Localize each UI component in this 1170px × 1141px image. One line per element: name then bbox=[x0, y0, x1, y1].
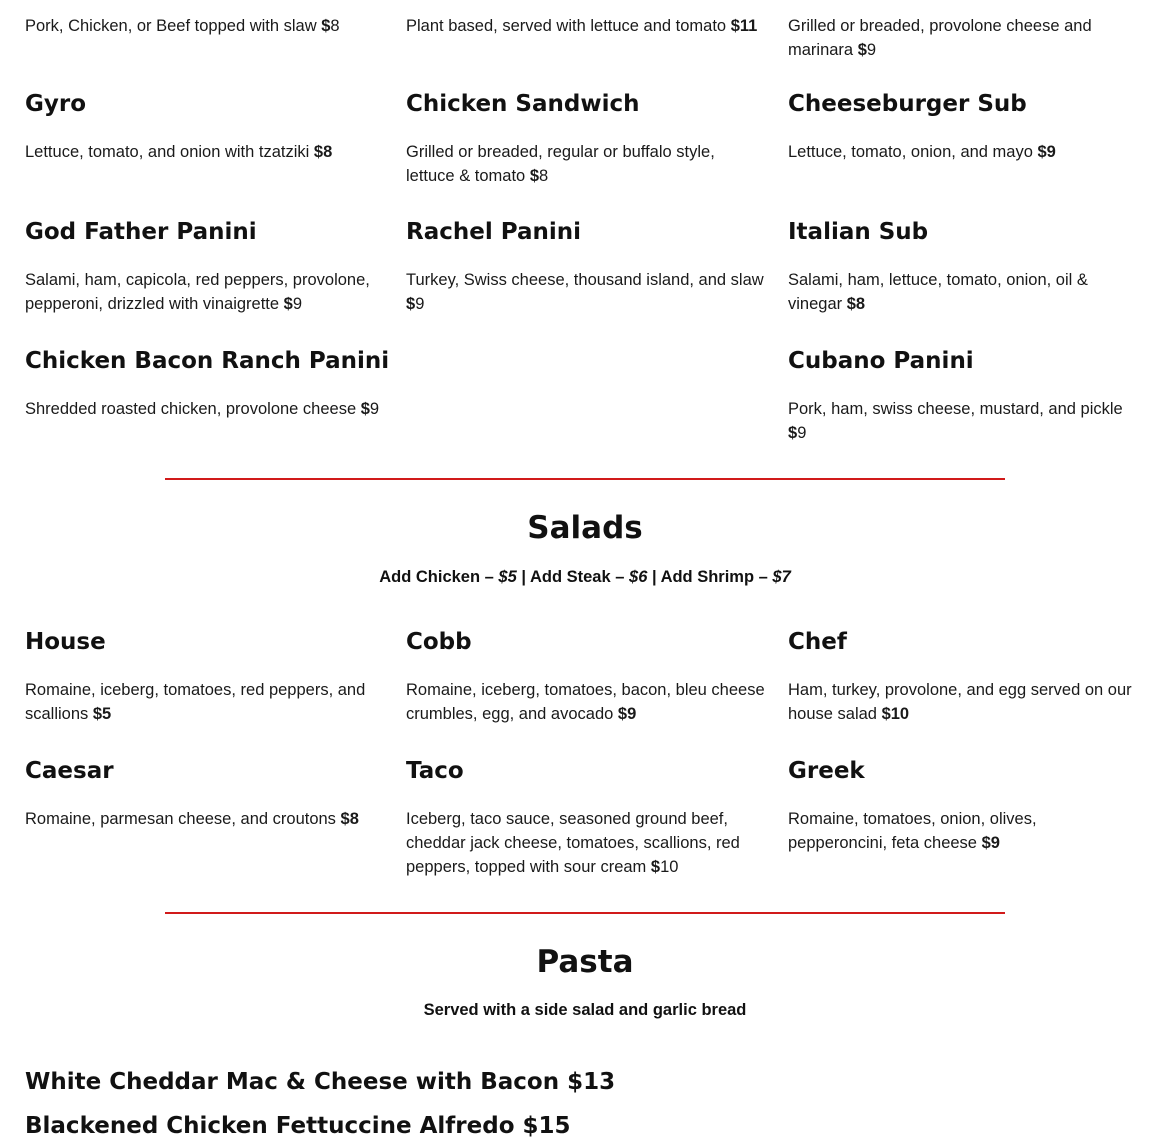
menu-item-name: Caesar bbox=[25, 758, 114, 784]
menu-item-description: Ham, turkey, provolone, and egg served on our house salad $10 bbox=[788, 681, 1132, 723]
menu-item-god-father-panini bbox=[25, 217, 385, 316]
pasta-item: White Cheddar Mac & Cheese with Bacon $13 bbox=[25, 1069, 616, 1095]
menu-item-description: Turkey, Swiss cheese, thousand island, and slaw $9 bbox=[406, 271, 764, 313]
menu-item-description: Shredded roasted chicken, provolone cheese $9 bbox=[25, 400, 380, 418]
pasta-subtitle: Served with a side salad and garlic bread bbox=[423, 1001, 747, 1019]
section-title-pasta: Pasta bbox=[536, 944, 634, 980]
menu-item-cobb-salad bbox=[406, 627, 766, 726]
menu-item-name: Cubano Panini bbox=[788, 348, 974, 374]
menu-item-name: House bbox=[25, 629, 106, 655]
menu-item-name: Chicken Sandwich bbox=[406, 91, 640, 117]
menu-item-description: Romaine, iceberg, tomatoes, red peppers, and scallions $5 bbox=[25, 681, 366, 723]
menu-item-caesar-salad bbox=[25, 756, 385, 831]
menu-item-cheeseburger-sub bbox=[788, 89, 1143, 164]
menu-item-description: Lettuce, tomato, onion, and mayo $9 bbox=[788, 143, 1056, 161]
pasta-item: Blackened Chicken Fettuccine Alfredo $15 bbox=[25, 1113, 571, 1139]
menu-item-description: Salami, ham, capicola, red peppers, provolone, pepperoni, drizzled with vinaigrette $9 bbox=[25, 271, 370, 313]
menu-item-italian-sub bbox=[788, 217, 1143, 316]
menu-item-name: God Father Panini bbox=[25, 219, 257, 245]
menu-item-greek-salad bbox=[788, 756, 1118, 855]
menu-item-name: Chicken Bacon Ranch Panini bbox=[25, 348, 390, 374]
menu-item-description: Lettuce, tomato, and onion with tzatziki $8 bbox=[25, 143, 333, 161]
menu-item-description: Grilled or breaded, regular or buffalo style, lettuce & tomato $8 bbox=[406, 143, 715, 185]
menu-item-description: Plant based, served with lettuce and tomato $11 bbox=[406, 17, 758, 35]
menu-item-name: Greek bbox=[788, 758, 865, 784]
menu-item-description: Salami, ham, lettuce, tomato, onion, oil & vinegar $8 bbox=[788, 271, 1088, 313]
menu-item-name: Cheeseburger Sub bbox=[788, 91, 1027, 117]
salad-addons: Add Chicken – $5 | Add Steak – $6 | Add Shrimp – $7 bbox=[379, 568, 791, 586]
menu-item-cubano-panini bbox=[788, 346, 1143, 445]
section-divider bbox=[165, 478, 1005, 480]
menu-item-description: Romaine, tomatoes, onion, olives, pepperoncini, feta cheese $9 bbox=[788, 810, 1037, 852]
menu-item-description: Grilled or breaded, provolone cheese and marinara $9 bbox=[788, 17, 1092, 59]
menu-item-name: Gyro bbox=[25, 91, 87, 117]
menu-item-name: Rachel Panini bbox=[406, 219, 582, 245]
menu-item-chef-salad bbox=[788, 627, 1148, 726]
menu-item-name: Taco bbox=[406, 758, 464, 784]
menu-item-chicken-sandwich bbox=[406, 89, 766, 188]
section-title-salads: Salads bbox=[527, 510, 643, 546]
menu-item-description: Iceberg, taco sauce, seasoned ground beef, cheddar jack cheese, tomatoes, scallions, red peppers, topped with sour cream $10 bbox=[406, 810, 740, 876]
menu-item-taco-salad bbox=[406, 756, 756, 879]
menu-item-name: Italian Sub bbox=[788, 219, 929, 245]
menu-item-name: Chef bbox=[788, 629, 847, 655]
menu-item-description: Pork, Chicken, or Beef topped with slaw $8 bbox=[25, 17, 340, 35]
menu-item-description: Romaine, iceberg, tomatoes, bacon, bleu cheese crumbles, egg, and avocado $9 bbox=[406, 681, 765, 723]
menu-item-name: Cobb bbox=[406, 629, 472, 655]
menu-item-gyro bbox=[25, 89, 385, 164]
section-divider bbox=[165, 912, 1005, 914]
menu-item-description: Pork, ham, swiss cheese, mustard, and pickle $9 bbox=[788, 400, 1123, 442]
menu-item-chicken-bacon-ranch-panini bbox=[25, 346, 395, 421]
menu-item-description: Romaine, parmesan cheese, and croutons $8 bbox=[25, 810, 359, 828]
menu-item-house-salad bbox=[25, 627, 385, 726]
menu-item-rachel-panini bbox=[406, 217, 766, 316]
